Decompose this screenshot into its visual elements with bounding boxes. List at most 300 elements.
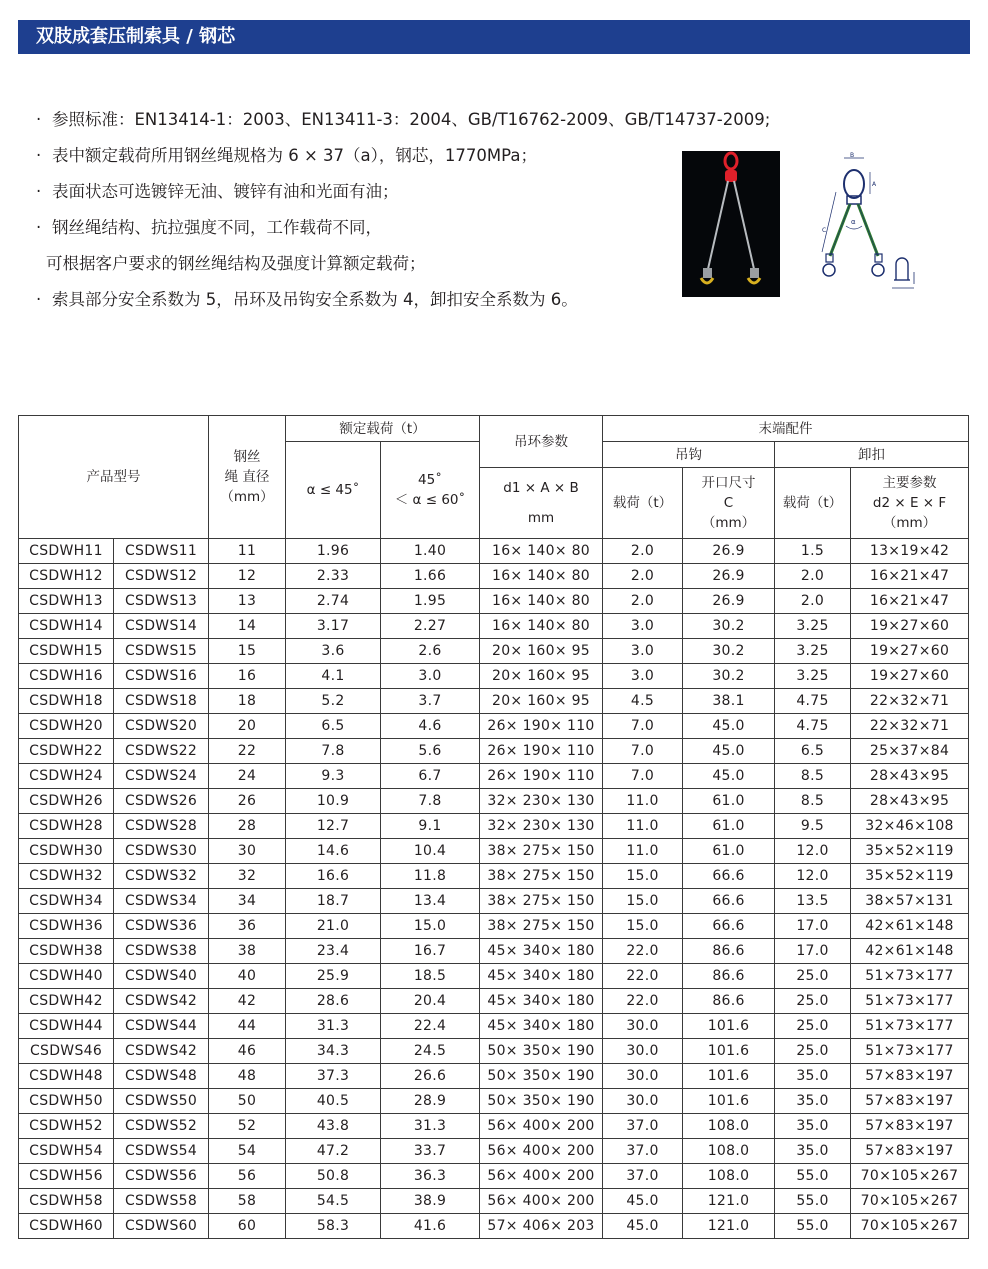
cell-diameter: 52 <box>209 1114 286 1139</box>
table-row <box>19 639 969 664</box>
table-row <box>19 614 969 639</box>
cell-load-60: 10.4 <box>381 839 480 864</box>
table-row <box>19 814 969 839</box>
cell-shackle-params: 19×27×60 <box>851 639 969 664</box>
cell-model-h: CSDWH50 <box>19 1089 114 1114</box>
cell-model-h: CSDWH44 <box>19 1014 114 1039</box>
cell-model-s: CSDWS54 <box>114 1139 209 1164</box>
note-item: · 钢丝绳结构、抗拉强度不同，工作载荷不同， <box>36 218 382 237</box>
cell-shackle-params: 57×83×197 <box>851 1089 969 1114</box>
cell-shackle-params: 16×21×47 <box>851 589 969 614</box>
cell-hook-opening: 66.6 <box>683 914 775 939</box>
cell-model-h: CSDWH11 <box>19 539 114 564</box>
cell-hook-load: 7.0 <box>603 764 683 789</box>
cell-ring-dims: 38× 275× 150 <box>480 864 603 889</box>
table-row <box>19 1139 969 1164</box>
cell-shackle-params: 57×83×197 <box>851 1064 969 1089</box>
cell-ring-dims: 26× 190× 110 <box>480 739 603 764</box>
cell-model-s: CSDWS16 <box>114 664 209 689</box>
header-angle-2: 45˚ ＜ α ≤ 60˚ <box>381 442 480 539</box>
header-ring: 吊环参数 <box>480 416 603 468</box>
cell-shackle-load: 25.0 <box>775 1014 851 1039</box>
cell-hook-opening: 26.9 <box>683 589 775 614</box>
cell-diameter: 16 <box>209 664 286 689</box>
cell-hook-load: 2.0 <box>603 564 683 589</box>
cell-shackle-load: 2.0 <box>775 589 851 614</box>
cell-load-45: 12.7 <box>286 814 381 839</box>
cell-shackle-params: 51×73×177 <box>851 1014 969 1039</box>
cell-diameter: 15 <box>209 639 286 664</box>
cell-shackle-load: 4.75 <box>775 714 851 739</box>
cell-hook-load: 11.0 <box>603 839 683 864</box>
cell-hook-load: 30.0 <box>603 1064 683 1089</box>
spec-table-body <box>19 539 969 1239</box>
cell-hook-load: 11.0 <box>603 789 683 814</box>
cell-model-s: CSDWS14 <box>114 614 209 639</box>
table-row <box>19 939 969 964</box>
cell-load-45: 16.6 <box>286 864 381 889</box>
cell-diameter: 18 <box>209 689 286 714</box>
cell-hook-load: 30.0 <box>603 1089 683 1114</box>
table-row <box>19 989 969 1014</box>
drawing-label-alpha: α <box>851 218 856 226</box>
cell-hook-load: 7.0 <box>603 714 683 739</box>
cell-shackle-params: 22×32×71 <box>851 714 969 739</box>
cell-ring-dims: 45× 340× 180 <box>480 964 603 989</box>
table-row <box>19 714 969 739</box>
cell-load-45: 18.7 <box>286 889 381 914</box>
cell-hook-load: 15.0 <box>603 864 683 889</box>
cell-shackle-load: 13.5 <box>775 889 851 914</box>
cell-hook-load: 30.0 <box>603 1014 683 1039</box>
cell-model-s: CSDWS12 <box>114 564 209 589</box>
cell-model-s: CSDWS13 <box>114 589 209 614</box>
cell-load-60: 2.6 <box>381 639 480 664</box>
cell-shackle-load: 35.0 <box>775 1089 851 1114</box>
cell-ring-dims: 56× 400× 200 <box>480 1139 603 1164</box>
cell-model-h: CSDWH18 <box>19 689 114 714</box>
cell-hook-opening: 101.6 <box>683 1039 775 1064</box>
cell-load-60: 5.6 <box>381 739 480 764</box>
cell-load-60: 7.8 <box>381 789 480 814</box>
cell-shackle-load: 4.75 <box>775 689 851 714</box>
cell-load-45: 21.0 <box>286 914 381 939</box>
cell-hook-opening: 66.6 <box>683 864 775 889</box>
cell-diameter: 40 <box>209 964 286 989</box>
cell-model-h: CSDWH34 <box>19 889 114 914</box>
header-hook-load: 载荷（t） <box>603 468 683 539</box>
table-row <box>19 664 969 689</box>
cell-shackle-params: 32×46×108 <box>851 814 969 839</box>
cell-model-h: CSDWH60 <box>19 1214 114 1239</box>
cell-hook-load: 45.0 <box>603 1189 683 1214</box>
cell-load-45: 10.9 <box>286 789 381 814</box>
cell-load-60: 28.9 <box>381 1089 480 1114</box>
cell-load-45: 40.5 <box>286 1089 381 1114</box>
cell-load-45: 5.2 <box>286 689 381 714</box>
cell-model-s: CSDWS30 <box>114 839 209 864</box>
cell-hook-opening: 86.6 <box>683 989 775 1014</box>
cell-shackle-load: 3.25 <box>775 639 851 664</box>
table-row <box>19 1089 969 1114</box>
product-photo <box>682 151 780 297</box>
cell-ring-dims: 20× 160× 95 <box>480 639 603 664</box>
table-row <box>19 1064 969 1089</box>
cell-load-60: 1.66 <box>381 564 480 589</box>
note-item: · 表中额定载荷所用钢丝绳规格为 6 × 37（a），钢芯，1770MPa； <box>36 146 537 165</box>
header-hook: 吊钩 <box>603 442 775 468</box>
note-item: · 表面状态可选镀锌无油、镀锌有油和光面有油； <box>36 182 399 201</box>
cell-hook-load: 11.0 <box>603 814 683 839</box>
cell-diameter: 22 <box>209 739 286 764</box>
cell-ring-dims: 38× 275× 150 <box>480 914 603 939</box>
cell-load-60: 4.6 <box>381 714 480 739</box>
cell-ring-dims: 56× 400× 200 <box>480 1114 603 1139</box>
cell-load-60: 15.0 <box>381 914 480 939</box>
cell-load-45: 4.1 <box>286 664 381 689</box>
cell-shackle-load: 17.0 <box>775 939 851 964</box>
cell-model-s: CSDWS34 <box>114 889 209 914</box>
cell-load-45: 9.3 <box>286 764 381 789</box>
cell-diameter: 13 <box>209 589 286 614</box>
cell-shackle-load: 12.0 <box>775 839 851 864</box>
cell-load-45: 58.3 <box>286 1214 381 1239</box>
cell-diameter: 28 <box>209 814 286 839</box>
cell-hook-opening: 121.0 <box>683 1189 775 1214</box>
cell-ring-dims: 32× 230× 130 <box>480 789 603 814</box>
cell-diameter: 26 <box>209 789 286 814</box>
cell-shackle-params: 35×52×119 <box>851 864 969 889</box>
cell-shackle-load: 9.5 <box>775 814 851 839</box>
cell-shackle-params: 22×32×71 <box>851 689 969 714</box>
cell-load-60: 31.3 <box>381 1114 480 1139</box>
cell-hook-opening: 101.6 <box>683 1089 775 1114</box>
cell-ring-dims: 45× 340× 180 <box>480 989 603 1014</box>
cell-ring-dims: 16× 140× 80 <box>480 539 603 564</box>
cell-load-45: 50.8 <box>286 1164 381 1189</box>
cell-diameter: 20 <box>209 714 286 739</box>
cell-diameter: 42 <box>209 989 286 1014</box>
cell-shackle-params: 35×52×119 <box>851 839 969 864</box>
cell-diameter: 38 <box>209 939 286 964</box>
cell-model-s: CSDWS36 <box>114 914 209 939</box>
cell-ring-dims: 50× 350× 190 <box>480 1089 603 1114</box>
cell-shackle-load: 55.0 <box>775 1189 851 1214</box>
notes-list <box>36 107 771 323</box>
cell-diameter: 36 <box>209 914 286 939</box>
cell-hook-load: 7.0 <box>603 739 683 764</box>
cell-ring-dims: 45× 340× 180 <box>480 939 603 964</box>
technical-drawing <box>796 152 930 298</box>
cell-load-45: 7.8 <box>286 739 381 764</box>
cell-hook-opening: 108.0 <box>683 1139 775 1164</box>
cell-load-60: 38.9 <box>381 1189 480 1214</box>
cell-hook-load: 3.0 <box>603 664 683 689</box>
cell-model-s: CSDWS42 <box>114 989 209 1014</box>
cell-model-h: CSDWH13 <box>19 589 114 614</box>
cell-hook-load: 37.0 <box>603 1164 683 1189</box>
header-rated-load: 额定载荷（t） <box>286 416 480 442</box>
cell-ring-dims: 20× 160× 95 <box>480 664 603 689</box>
cell-hook-opening: 26.9 <box>683 539 775 564</box>
header-hook-opening: 开口尺寸 C （mm） <box>683 468 775 539</box>
cell-model-s: CSDWS50 <box>114 1089 209 1114</box>
cell-shackle-load: 35.0 <box>775 1139 851 1164</box>
cell-load-45: 3.17 <box>286 614 381 639</box>
cell-hook-opening: 86.6 <box>683 939 775 964</box>
cell-load-45: 23.4 <box>286 939 381 964</box>
cell-ring-dims: 57× 406× 203 <box>480 1214 603 1239</box>
header-model: 产品型号 <box>19 416 209 539</box>
cell-model-h: CSDWH28 <box>19 814 114 839</box>
cell-ring-dims: 56× 400× 200 <box>480 1164 603 1189</box>
cell-load-45: 3.6 <box>286 639 381 664</box>
cell-shackle-load: 25.0 <box>775 989 851 1014</box>
cell-model-s: CSDWS40 <box>114 964 209 989</box>
cell-model-h: CSDWH48 <box>19 1064 114 1089</box>
cell-shackle-load: 35.0 <box>775 1064 851 1089</box>
cell-load-60: 24.5 <box>381 1039 480 1064</box>
cell-shackle-params: 16×21×47 <box>851 564 969 589</box>
cell-diameter: 34 <box>209 889 286 914</box>
table-row <box>19 839 969 864</box>
cell-diameter: 24 <box>209 764 286 789</box>
cell-load-45: 34.3 <box>286 1039 381 1064</box>
cell-diameter: 32 <box>209 864 286 889</box>
cell-shackle-params: 51×73×177 <box>851 964 969 989</box>
cell-load-60: 22.4 <box>381 1014 480 1039</box>
cell-shackle-params: 19×27×60 <box>851 614 969 639</box>
cell-shackle-params: 28×43×95 <box>851 764 969 789</box>
header-shackle-load: 载荷（t） <box>775 468 851 539</box>
cell-model-h: CSDWH30 <box>19 839 114 864</box>
cell-model-h: CSDWH58 <box>19 1189 114 1214</box>
cell-hook-load: 2.0 <box>603 539 683 564</box>
cell-hook-opening: 30.2 <box>683 664 775 689</box>
cell-shackle-load: 55.0 <box>775 1164 851 1189</box>
cell-load-45: 14.6 <box>286 839 381 864</box>
cell-shackle-load: 2.0 <box>775 564 851 589</box>
cell-shackle-params: 70×105×267 <box>851 1189 969 1214</box>
cell-shackle-params: 70×105×267 <box>851 1214 969 1239</box>
spec-table <box>18 415 969 1239</box>
cell-ring-dims: 16× 140× 80 <box>480 589 603 614</box>
cell-load-45: 6.5 <box>286 714 381 739</box>
cell-model-s: CSDWS52 <box>114 1114 209 1139</box>
cell-load-45: 43.8 <box>286 1114 381 1139</box>
table-row <box>19 539 969 564</box>
cell-model-h: CSDWS46 <box>19 1039 114 1064</box>
cell-shackle-params: 28×43×95 <box>851 789 969 814</box>
cell-model-s: CSDWS24 <box>114 764 209 789</box>
cell-shackle-load: 3.25 <box>775 664 851 689</box>
cell-shackle-params: 51×73×177 <box>851 989 969 1014</box>
cell-load-60: 3.0 <box>381 664 480 689</box>
cell-ring-dims: 26× 190× 110 <box>480 764 603 789</box>
cell-hook-opening: 66.6 <box>683 889 775 914</box>
cell-hook-load: 4.5 <box>603 689 683 714</box>
cell-hook-opening: 108.0 <box>683 1114 775 1139</box>
header-shackle: 卸扣 <box>775 442 969 468</box>
cell-shackle-load: 25.0 <box>775 1039 851 1064</box>
cell-shackle-load: 55.0 <box>775 1214 851 1239</box>
table-row <box>19 914 969 939</box>
cell-load-45: 54.5 <box>286 1189 381 1214</box>
cell-model-h: CSDWH56 <box>19 1164 114 1189</box>
cell-load-60: 6.7 <box>381 764 480 789</box>
table-row <box>19 1014 969 1039</box>
cell-load-45: 1.96 <box>286 539 381 564</box>
cell-shackle-params: 42×61×148 <box>851 939 969 964</box>
cell-ring-dims: 20× 160× 95 <box>480 689 603 714</box>
cell-model-s: CSDWS22 <box>114 739 209 764</box>
cell-shackle-params: 57×83×197 <box>851 1114 969 1139</box>
cell-diameter: 44 <box>209 1014 286 1039</box>
cell-diameter: 14 <box>209 614 286 639</box>
cell-load-60: 33.7 <box>381 1139 480 1164</box>
cell-shackle-load: 12.0 <box>775 864 851 889</box>
cell-model-h: CSDWH24 <box>19 764 114 789</box>
table-row <box>19 589 969 614</box>
cell-diameter: 48 <box>209 1064 286 1089</box>
cell-hook-opening: 101.6 <box>683 1064 775 1089</box>
cell-shackle-params: 70×105×267 <box>851 1164 969 1189</box>
cell-shackle-params: 19×27×60 <box>851 664 969 689</box>
note-item: 可根据客户要求的钢丝绳结构及强度计算额定载荷； <box>46 254 426 273</box>
cell-load-60: 26.6 <box>381 1064 480 1089</box>
cell-load-60: 2.27 <box>381 614 480 639</box>
cell-ring-dims: 16× 140× 80 <box>480 564 603 589</box>
cell-load-60: 41.6 <box>381 1214 480 1239</box>
cell-shackle-load: 8.5 <box>775 789 851 814</box>
cell-hook-opening: 108.0 <box>683 1164 775 1189</box>
cell-shackle-load: 25.0 <box>775 964 851 989</box>
table-row <box>19 564 969 589</box>
cell-model-s: CSDWS18 <box>114 689 209 714</box>
drawing-label-c: C <box>822 227 827 234</box>
cell-load-60: 9.1 <box>381 814 480 839</box>
cell-model-h: CSDWH42 <box>19 989 114 1014</box>
cell-load-45: 37.3 <box>286 1064 381 1089</box>
header-shackle-params: 主要参数 d2 × E × F （mm） <box>851 468 969 539</box>
cell-shackle-params: 25×37×84 <box>851 739 969 764</box>
cell-load-45: 28.6 <box>286 989 381 1014</box>
cell-hook-opening: 61.0 <box>683 814 775 839</box>
cell-hook-opening: 61.0 <box>683 839 775 864</box>
cell-model-s: CSDWS60 <box>114 1214 209 1239</box>
cell-load-45: 2.74 <box>286 589 381 614</box>
cell-shackle-load: 6.5 <box>775 739 851 764</box>
cell-load-60: 18.5 <box>381 964 480 989</box>
cell-model-h: CSDWH54 <box>19 1139 114 1164</box>
table-row <box>19 1039 969 1064</box>
table-row <box>19 889 969 914</box>
cell-load-60: 11.8 <box>381 864 480 889</box>
cell-ring-dims: 32× 230× 130 <box>480 814 603 839</box>
header-end-fittings: 末端配件 <box>603 416 969 442</box>
header-angle-1: α ≤ 45˚ <box>286 442 381 539</box>
cell-shackle-load: 3.25 <box>775 614 851 639</box>
header-diameter: 钢丝 绳 直径 （mm） <box>209 416 286 539</box>
cell-diameter: 46 <box>209 1039 286 1064</box>
cell-ring-dims: 45× 340× 180 <box>480 1014 603 1039</box>
cell-model-h: CSDWH12 <box>19 564 114 589</box>
cell-hook-opening: 30.2 <box>683 614 775 639</box>
cell-hook-opening: 26.9 <box>683 564 775 589</box>
cell-model-s: CSDWS26 <box>114 789 209 814</box>
cell-model-h: CSDWH15 <box>19 639 114 664</box>
cell-shackle-load: 8.5 <box>775 764 851 789</box>
cell-model-s: CSDWS42 <box>114 1039 209 1064</box>
cell-diameter: 56 <box>209 1164 286 1189</box>
cell-model-s: CSDWS15 <box>114 639 209 664</box>
cell-model-s: CSDWS20 <box>114 714 209 739</box>
cell-load-60: 3.7 <box>381 689 480 714</box>
cell-model-s: CSDWS32 <box>114 864 209 889</box>
cell-shackle-params: 38×57×131 <box>851 889 969 914</box>
cell-model-s: CSDWS28 <box>114 814 209 839</box>
cell-diameter: 58 <box>209 1189 286 1214</box>
cell-model-h: CSDWH32 <box>19 864 114 889</box>
cell-hook-opening: 38.1 <box>683 689 775 714</box>
cell-load-60: 20.4 <box>381 989 480 1014</box>
cell-model-h: CSDWH16 <box>19 664 114 689</box>
cell-hook-load: 22.0 <box>603 989 683 1014</box>
cell-model-s: CSDWS58 <box>114 1189 209 1214</box>
cell-hook-load: 3.0 <box>603 614 683 639</box>
cell-hook-load: 22.0 <box>603 939 683 964</box>
cell-shackle-params: 13×19×42 <box>851 539 969 564</box>
cell-model-s: CSDWS38 <box>114 939 209 964</box>
cell-model-h: CSDWH40 <box>19 964 114 989</box>
cell-load-60: 1.40 <box>381 539 480 564</box>
drawing-label-a: A <box>872 181 877 188</box>
cell-model-s: CSDWS48 <box>114 1064 209 1089</box>
cell-hook-load: 22.0 <box>603 964 683 989</box>
cell-diameter: 60 <box>209 1214 286 1239</box>
cell-load-60: 16.7 <box>381 939 480 964</box>
title-bar <box>18 20 970 54</box>
cell-ring-dims: 38× 275× 150 <box>480 889 603 914</box>
cell-model-h: CSDWH36 <box>19 914 114 939</box>
cell-shackle-load: 1.5 <box>775 539 851 564</box>
table-row <box>19 764 969 789</box>
cell-load-45: 25.9 <box>286 964 381 989</box>
cell-load-45: 47.2 <box>286 1139 381 1164</box>
cell-shackle-load: 35.0 <box>775 1114 851 1139</box>
cell-load-45: 31.3 <box>286 1014 381 1039</box>
cell-model-h: CSDWH38 <box>19 939 114 964</box>
cell-diameter: 30 <box>209 839 286 864</box>
cell-hook-opening: 30.2 <box>683 639 775 664</box>
table-row <box>19 1214 969 1239</box>
cell-ring-dims: 50× 350× 190 <box>480 1039 603 1064</box>
cell-hook-opening: 45.0 <box>683 739 775 764</box>
drawing-label-b: B <box>850 152 855 159</box>
cell-diameter: 50 <box>209 1089 286 1114</box>
cell-ring-dims: 50× 350× 190 <box>480 1064 603 1089</box>
table-row <box>19 789 969 814</box>
cell-model-h: CSDWH20 <box>19 714 114 739</box>
cell-hook-opening: 121.0 <box>683 1214 775 1239</box>
cell-model-s: CSDWS11 <box>114 539 209 564</box>
table-row <box>19 1164 969 1189</box>
cell-load-60: 1.95 <box>381 589 480 614</box>
table-row <box>19 1189 969 1214</box>
table-row <box>19 964 969 989</box>
cell-diameter: 11 <box>209 539 286 564</box>
table-row <box>19 1114 969 1139</box>
